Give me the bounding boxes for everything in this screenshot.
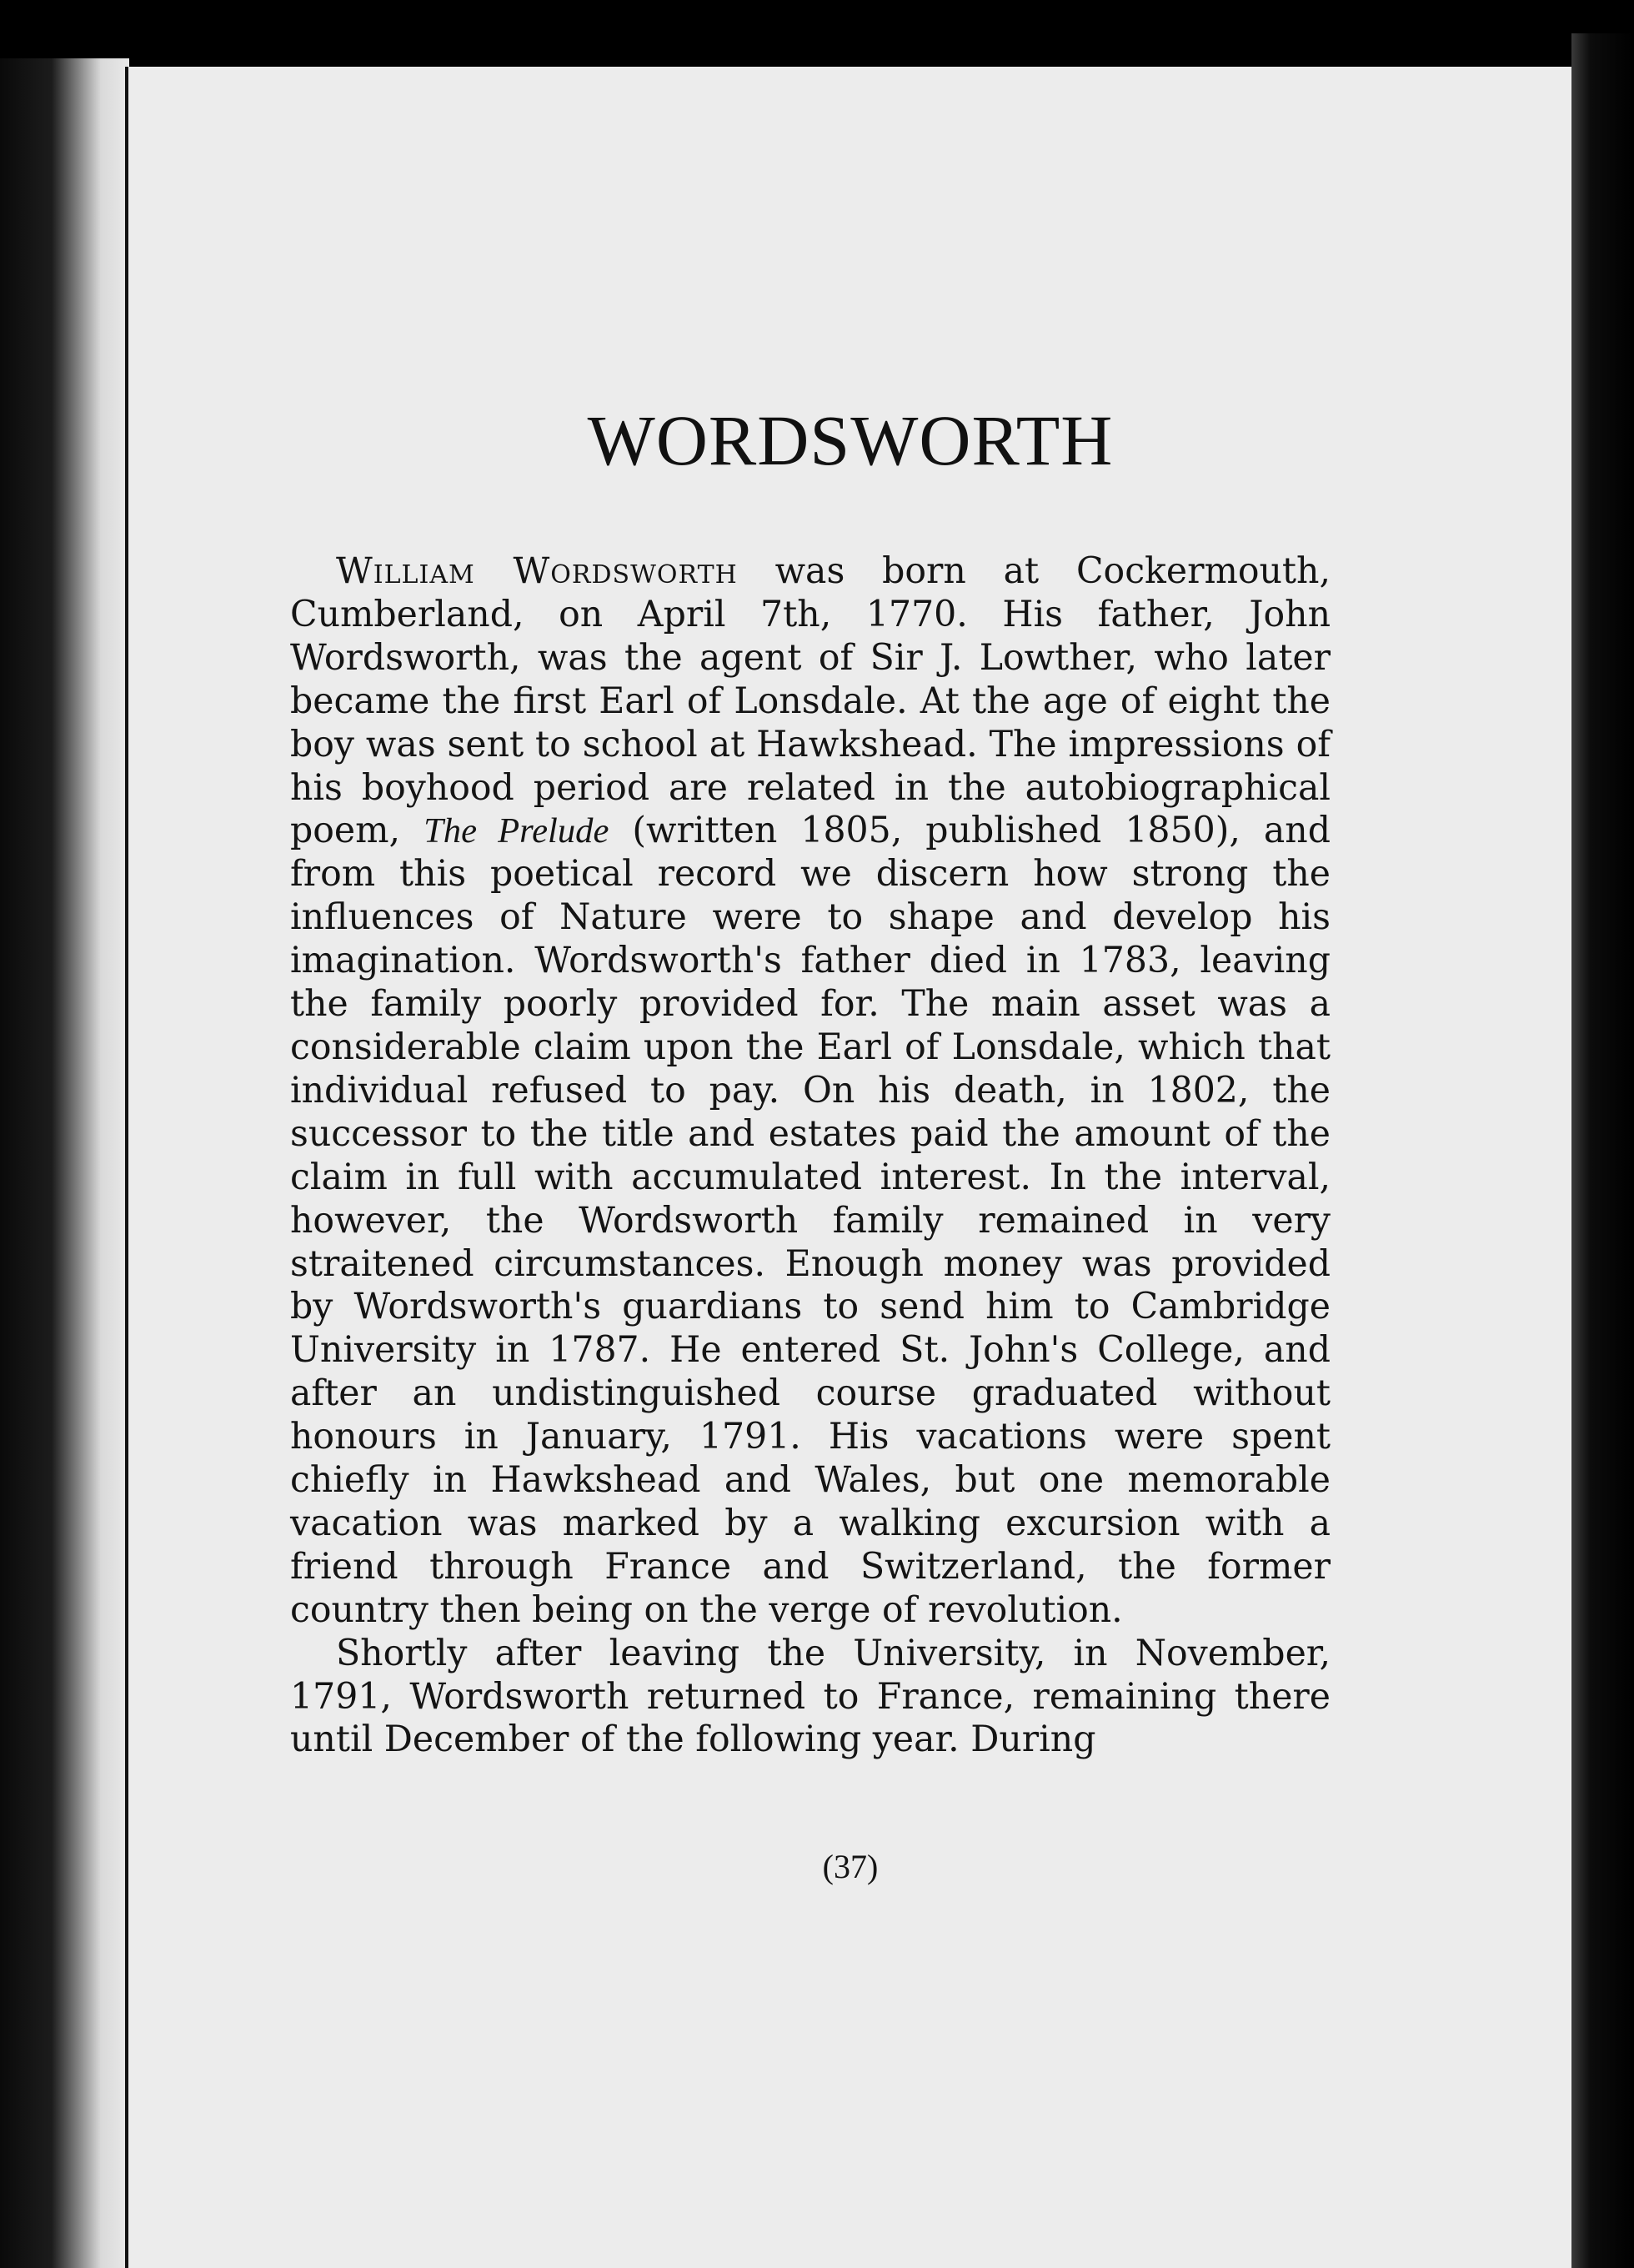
book-gutter: [0, 58, 129, 2268]
poem-title: The Prelude: [424, 811, 609, 851]
paragraph-1-lead: William Wordsworth: [336, 550, 738, 592]
paragraph-2: Shortly after leaving the University, in November, 1791, Wordsworth returned to France, remaining there until December of the following year. During: [290, 1632, 1331, 1761]
paragraph-1-text-a: was born at Cockermouth, Cumberland, on April 7th, 1770. His father, John Wordsworth, was the agent of Sir J. Lowther, who later became the first Earl of Lonsdale. At the age of eight the boy was sent to school at Hawkshead. The impressions of his boyhood period are related in the autobiographical poem,: [290, 550, 1331, 852]
paragraph-1: [290, 550, 1331, 1633]
chapter-heading: WORDSWORTH: [587, 400, 1114, 480]
scan-border-right: [1571, 33, 1634, 2268]
scan-border-top: [0, 0, 1634, 65]
page-number: (37): [822, 1848, 879, 1885]
paragraph-1-text-b: (written 1805, published 1850), and from this poetical record we discern how strong the influences of Nature were to shape and develop his imagination. Wordsworth's father died in 1783, leaving the family poorly provided for. The main asset was a considerable claim upon the Earl of Lonsdale, which that individual refused to pay. On his death, in 1802, the successor to the title and estates paid the amount of the claim in full with accumulated interest. In the interval, however, the Wordsworth family remained in very straitened circumstances. Enough money was provided by Wordsworth's guardians to send him to Cambridge University in 1787. He entered St. John's College, and after an undistinguished course graduated without honours in January, 1791. His vacations were spent chiefly in Hawkshead and Wales, but one memorable vacation was marked by a walking excursion with a friend through France and Switzerland, the former country then being on the verge of revolution.: [290, 810, 1331, 1631]
page-left-edge: [125, 67, 128, 2268]
body-text: [290, 550, 1331, 1762]
